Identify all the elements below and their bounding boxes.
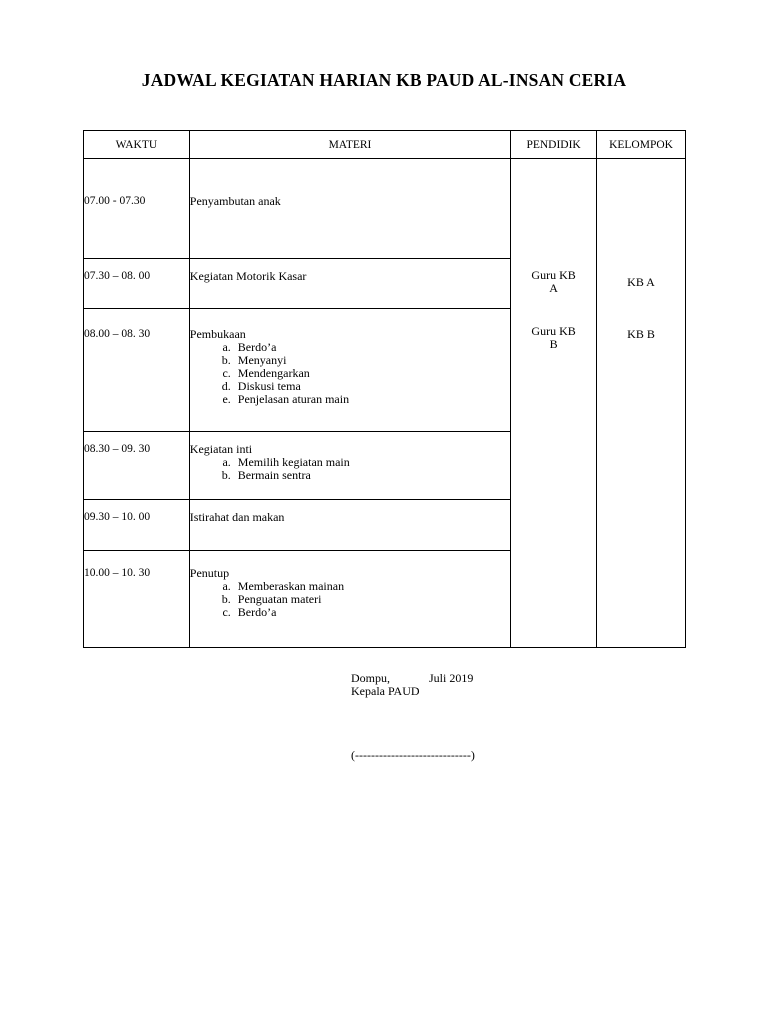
list-item: d. Diskusi tema	[234, 380, 510, 393]
list-item: a. Memberaskan mainan	[234, 580, 510, 593]
materi-title: Penutup	[189, 566, 230, 580]
materi-cell	[189, 551, 510, 648]
header-kelompok: KELOMPOK	[597, 131, 686, 159]
materi-title: Kegiatan inti	[189, 442, 253, 456]
materi-cell	[189, 500, 510, 551]
pendidik-guru-a: Guru KB A	[531, 268, 576, 295]
materi-cell	[189, 259, 510, 309]
signature-role: Kepala PAUD	[351, 684, 420, 698]
time-cell: 10.00 – 10. 30	[84, 551, 190, 648]
time-cell: 08.00 – 08. 30	[84, 309, 190, 432]
signature-name-placeholder: (-----------------------------)	[351, 748, 475, 762]
list-item: b. Bermain sentra	[234, 469, 510, 482]
pendidik-guru-b: Guru KB B	[531, 324, 576, 351]
schedule-table	[83, 130, 686, 648]
kelompok-kb-a: KB A	[627, 275, 655, 289]
header-pendidik: PENDIDIK	[511, 131, 597, 159]
list-item: c. Mendengarkan	[234, 367, 510, 380]
kelompok-cell	[597, 159, 686, 648]
pendidik-cell	[511, 159, 597, 648]
time-cell: 08.30 – 09. 30	[84, 432, 190, 500]
time-cell: 07.00 - 07.30	[84, 159, 190, 259]
table-header-row	[84, 131, 686, 159]
list-item: a. Memilih kegiatan main	[234, 456, 510, 469]
list-item: c. Berdo’a	[234, 606, 510, 619]
materi-cell	[189, 432, 510, 500]
materi-title: Kegiatan Motorik Kasar	[189, 269, 307, 283]
materi-title: Pembukaan	[189, 327, 246, 341]
materi-list	[190, 341, 510, 406]
materi-list	[190, 580, 510, 619]
list-item: b. Penguatan materi	[234, 593, 510, 606]
materi-title: Penyambutan anak	[189, 194, 281, 208]
time-cell: 07.30 – 08. 00	[84, 259, 190, 309]
materi-cell	[189, 159, 510, 259]
time-cell: 09.30 – 10. 00	[84, 500, 190, 551]
list-item: e. Penjelasan aturan main	[234, 393, 510, 406]
signature-block	[351, 672, 473, 698]
materi-title: Istirahat dan makan	[189, 510, 285, 524]
kelompok-kb-b: KB B	[627, 327, 655, 341]
list-item: a. Berdo’a	[234, 341, 510, 354]
table-row	[84, 159, 686, 259]
document-title: JADWAL KEGIATAN HARIAN KB PAUD AL-INSAN CERIA	[141, 70, 627, 90]
signature-city: Dompu,	[351, 671, 390, 685]
materi-cell	[189, 309, 510, 432]
signature-date: Juli 2019	[429, 671, 474, 685]
list-item: b. Menyanyi	[234, 354, 510, 367]
header-waktu: WAKTU	[84, 131, 190, 159]
materi-list	[190, 456, 510, 482]
header-materi: MATERI	[189, 131, 510, 159]
